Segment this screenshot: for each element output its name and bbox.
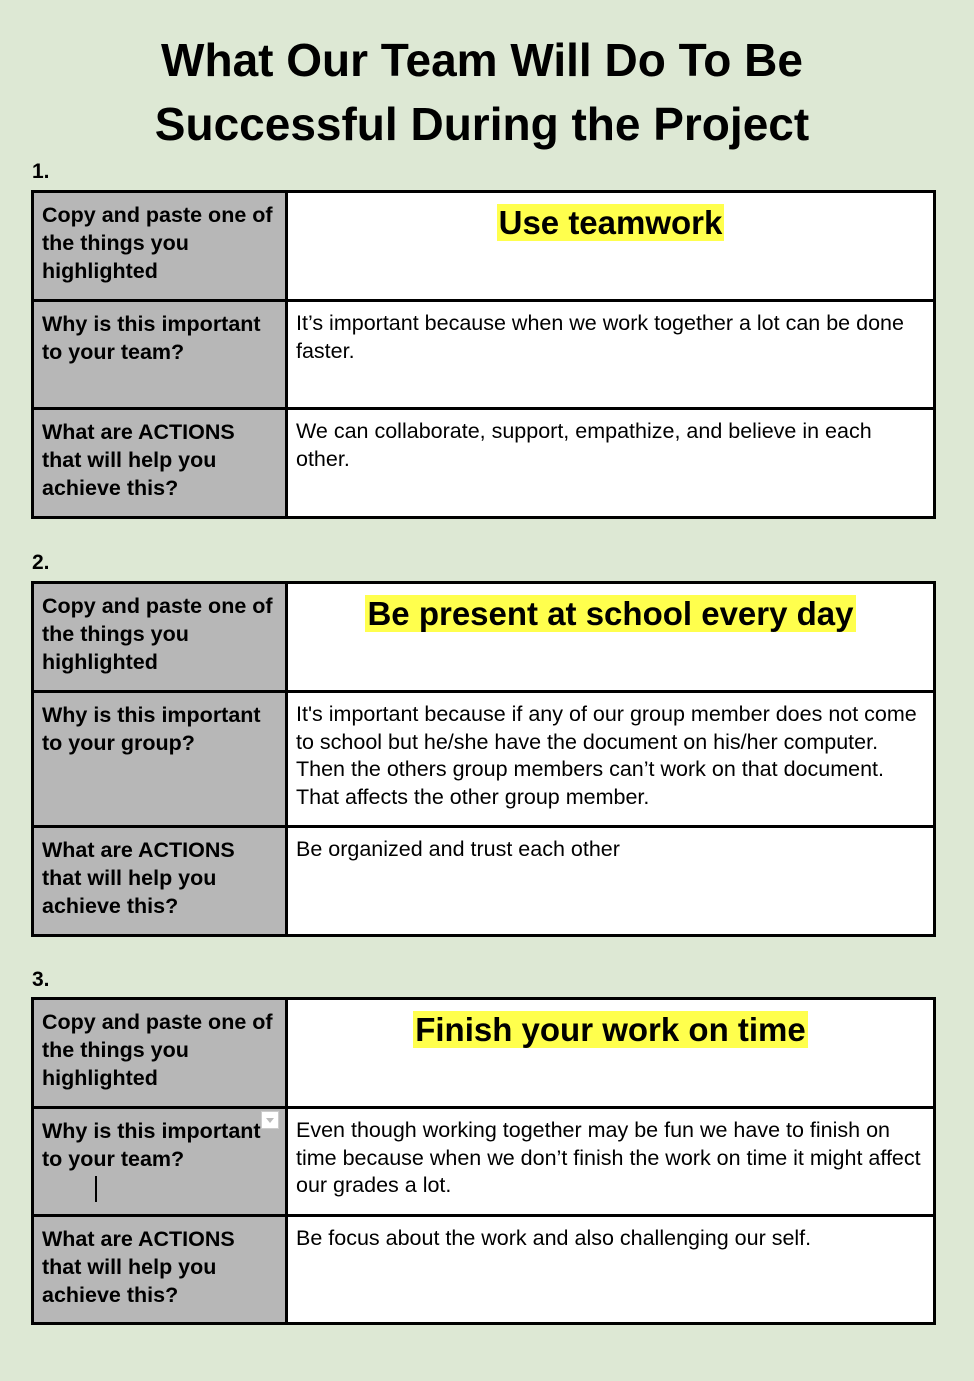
label-cell[interactable]: What are ACTIONS that will help you achieve this? [33, 1216, 287, 1324]
title-line-1: What Our Team Will Do To Be [161, 34, 803, 86]
table-row [33, 192, 935, 301]
table-row [33, 583, 935, 692]
section-number-1: 1. [32, 160, 50, 183]
title-line-2: Successful During the Project [154, 98, 810, 150]
highlighted-goal: Use teamwork [498, 204, 723, 241]
section-number-2: 2. [32, 551, 50, 574]
answer-cell[interactable]: Be focus about the work and also challenging our self. [287, 1216, 935, 1324]
label-cell[interactable]: Copy and paste one of the things you highlighted [33, 192, 287, 301]
goal-table-3 [31, 997, 936, 1325]
text-cursor [95, 1176, 97, 1202]
page-title [0, 28, 964, 156]
table-row [33, 827, 935, 936]
cell-menu-chevron-icon[interactable] [261, 1111, 279, 1129]
label-cell[interactable]: Copy and paste one of the things you highlighted [33, 999, 287, 1108]
label-cell[interactable]: What are ACTIONS that will help you achieve this? [33, 409, 287, 518]
answer-cell[interactable]: It’s important because when we work together a lot can be done faster. [287, 301, 935, 409]
goal-table-2 [31, 581, 936, 937]
answer-cell[interactable]: It's important because if any of our group member does not come to school but he/she have the document on his/her computer. Then the others group members can’t work on that document. That affects the other group member. [287, 692, 935, 827]
table-row [33, 409, 935, 518]
goal-table-1 [31, 190, 936, 519]
answer-cell[interactable]: Be organized and trust each other [287, 827, 935, 936]
table-row [33, 999, 935, 1108]
label-cell[interactable]: What are ACTIONS that will help you achieve this? [33, 827, 287, 936]
label-cell[interactable]: Why is this important to your team? [33, 301, 287, 409]
highlighted-goal: Be present at school every day [367, 595, 854, 632]
goal-cell[interactable] [287, 583, 935, 692]
label-cell[interactable]: Why is this important to your team? [33, 1108, 287, 1216]
label-cell[interactable]: Copy and paste one of the things you highlighted [33, 583, 287, 692]
goal-cell[interactable] [287, 999, 935, 1108]
table-row [33, 1108, 935, 1216]
table-row [33, 1216, 935, 1324]
label-cell[interactable]: Why is this important to your group? [33, 692, 287, 827]
highlighted-goal: Finish your work on time [415, 1011, 806, 1048]
answer-cell[interactable]: We can collaborate, support, empathize, and believe in each other. [287, 409, 935, 518]
table-row [33, 692, 935, 827]
goal-cell[interactable] [287, 192, 935, 301]
section-number-3: 3. [32, 968, 50, 991]
answer-cell[interactable]: Even though working together may be fun we have to finish on time because when we don’t finish the work on time it might affect our grades a lot. [287, 1108, 935, 1216]
table-row [33, 301, 935, 409]
